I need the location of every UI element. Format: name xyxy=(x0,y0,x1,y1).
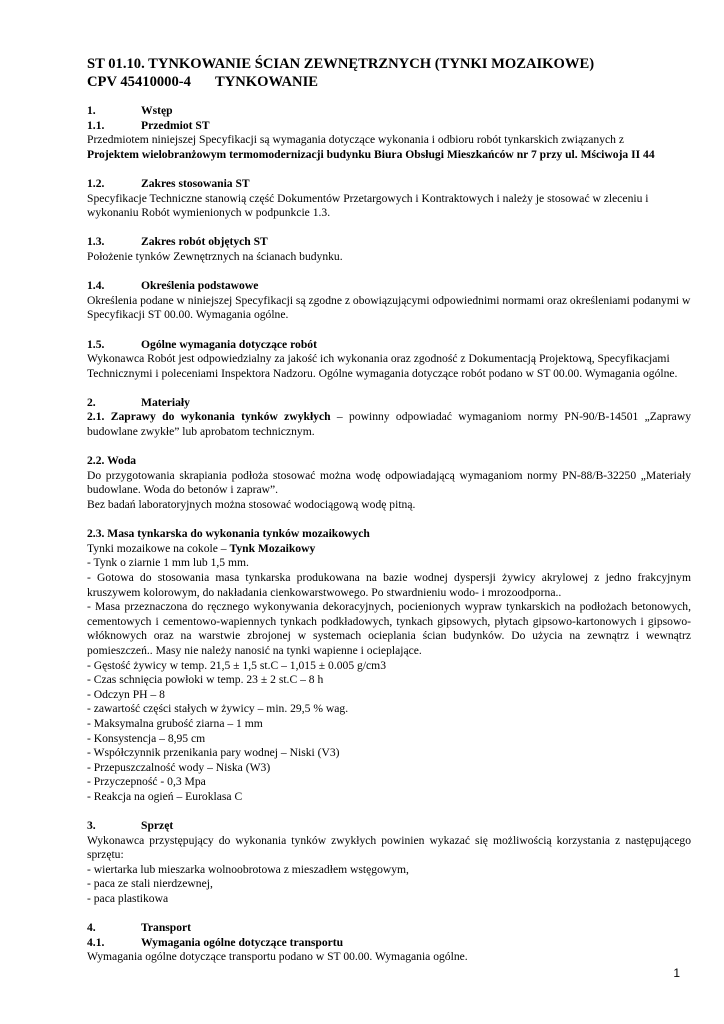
list-item: - Odczyn PH – 8 xyxy=(87,687,165,701)
section-2-2-note: Bez badań laboratoryjnych można stosować wodociągową wodę pitną. xyxy=(87,498,416,512)
section-2-1-text: 2.1. Zaprawy do wykonania tynków zwykłych – powinny odpowiadać wymaganiom normy PN-90/B-14501 „Zaprawy budowlane zwykłe” lub aprobatom technicznym. xyxy=(87,410,691,439)
section-2-2-heading: 2.2. Woda xyxy=(87,454,137,468)
section-2-2-text: Do przygotowania skrapiania podłoża stosować można wodę odpowiadającą wymaganiom normy PN-88/B-32250 „Materiały budowlane. Woda do betonów i zapraw”. xyxy=(87,468,691,497)
section-1-2-heading: 1.2. Zakres stosowania ST xyxy=(87,176,250,190)
list-item: - Czas schnięcia powłoki w temp. 23 ± 2 st.C – 8 h xyxy=(87,673,324,687)
cpv-code: CPV 45410000-4 xyxy=(87,74,191,90)
list-item: - zawartość części stałych w żywicy – min. 29,5 % wag. xyxy=(87,702,349,716)
section-1-heading: 1. Wstęp xyxy=(87,104,173,117)
list-item: - wiertarka lub mieszarka wolnoobrotowa z mieszadłem wstęgowym, xyxy=(87,862,409,876)
section-3-intro: Wykonawca przystępujący do wykonania tynków zwykłych powinien wykazać się możliwością korzystania z następującego sprzętu: xyxy=(87,833,691,862)
section-4-heading: 4. Transport xyxy=(87,921,192,935)
list-item: - Gotowa do stosowania masa tynkarska produkowana na bazie wodnej dyspersji żywicy akrylowej z jedno frakcyjnym kruszywem kolorowym, do nakładania cienkowarstwowego. Po stwardnieniu wodo- i mrozoodporna.. xyxy=(87,571,691,599)
title-line-1: ST 01.10. TYNKOWANIE ŚCIAN ZEWNĘTRZNYCH (TYNKI MOZAIKOWE) xyxy=(87,56,595,72)
list-item: - paca plastikowa xyxy=(87,892,169,906)
list-item: - Współczynnik przenikania pary wodnej – Niski (V3) xyxy=(87,746,340,760)
document-body xyxy=(87,55,691,965)
section-4-1-heading: 4.1. Wymagania ogólne dotyczące transportu xyxy=(87,935,344,949)
section-1-3-heading: 1.3. Zakres robót objętych ST xyxy=(87,235,268,249)
section-1-4-text: Określenia podane w niniejszej Specyfikacji są zgodne z obowiązującymi odpowiednimi normami oraz określeniami podanymi w Specyfikacji ST 00.00. Wymagania ogólne. xyxy=(87,293,691,322)
list-item: - Gęstość żywicy w temp. 21,5 ± 1,5 st.C – 1,015 ± 0.005 g/cm3 xyxy=(87,658,386,672)
section-2-heading: 2. Materiały xyxy=(87,395,190,409)
list-item: - Tynk o ziarnie 1 mm lub 1,5 mm. xyxy=(87,556,249,570)
section-2-3-heading: 2.3. Masa tynkarska do wykonania tynków mozaikowych xyxy=(87,527,370,541)
list-item: - Maksymalna grubość ziarna – 1 mm xyxy=(87,716,263,730)
section-1-2-text: Specyfikacje Techniczne stanowią część Dokumentów Przetargowych i Kontraktowych i należy je stosować w zleceniu i wykonaniu Robót wymienionych w podpunkcie 1.3. xyxy=(87,191,649,220)
page-number: 1 xyxy=(673,966,680,980)
section-1-3-text: Położenie tynków Zewnętrznych na ścianach budynku. xyxy=(87,249,343,263)
section-1-4-heading: 1.4. Określenia podstawowe xyxy=(87,279,259,293)
list-item: - Konsystencja – 8,95 cm xyxy=(87,731,206,745)
section-2-1-heading: 2.1. Zaprawy do wykonania tynków zwykłych xyxy=(87,410,331,424)
section-1-1-project: Projektem wielobranżowym termomodernizacji budynku Biura Obsługi Mieszkańców nr 7 przy ul. Mściwoja II 44 xyxy=(87,147,655,161)
list-item: - paca ze stali nierdzewnej, xyxy=(87,877,213,891)
list-item: - Masa przeznaczona do ręcznego wykonywania dekoracyjnych, pocienionych wypraw tynkarskich na podłożach betonowych, cementowych i cementowo-wapiennych tynkach podkładowych, tynkach gipsowych, płytach gipsowo-kartonowych i gipsowo-włóknowych oraz na warstwie zbrojonej w systemach ocieplania ścian budynków. Do użycia na zewnątrz i wewnątrz pomieszczeń.. Masy nie należy nanosić na tynki wapienne i ocieplające. xyxy=(87,600,691,657)
list-item: - Przyczepność - 0,3 Mpa xyxy=(87,775,206,789)
section-2-3-intro: Tynki mozaikowe na cokole – Tynk Mozaikowy xyxy=(87,541,316,555)
section-3-heading: 3. Sprzęt xyxy=(87,819,174,833)
section-1-1-text: Przedmiotem niniejszej Specyfikacji są wymagania dotyczące wykonania i odbioru robót tynkarskich związanych z xyxy=(87,133,624,147)
list-item: - Reakcja na ogień – Euroklasa C xyxy=(87,789,243,803)
cpv-name: TYNKOWANIE xyxy=(215,74,318,90)
product-name: Tynk Mozaikowy xyxy=(229,541,316,555)
section-1-1-heading: 1.1. Przedmiot ST xyxy=(87,118,210,132)
document-title xyxy=(87,55,691,91)
section-1-5-text: Wykonawca Robót jest odpowiedzialny za jakość ich wykonania oraz zgodność z Dokumentacją Projektową, Specyfikacjami Technicznymi i poleceniami Inspektora Nadzoru. Ogólne wymagania dotyczące robót podano w ST 00.00. Wymagania ogólne. xyxy=(87,352,678,380)
section-1-5-heading: 1.5. Ogólne wymagania dotyczące robót xyxy=(87,337,317,351)
section-4-1-text: Wymagania ogólne dotyczące transportu podano w ST 00.00. Wymagania ogólne. xyxy=(87,950,468,964)
section-2-3-list xyxy=(87,556,691,804)
list-item: - Przepuszczalność wody – Niska (W3) xyxy=(87,760,271,774)
